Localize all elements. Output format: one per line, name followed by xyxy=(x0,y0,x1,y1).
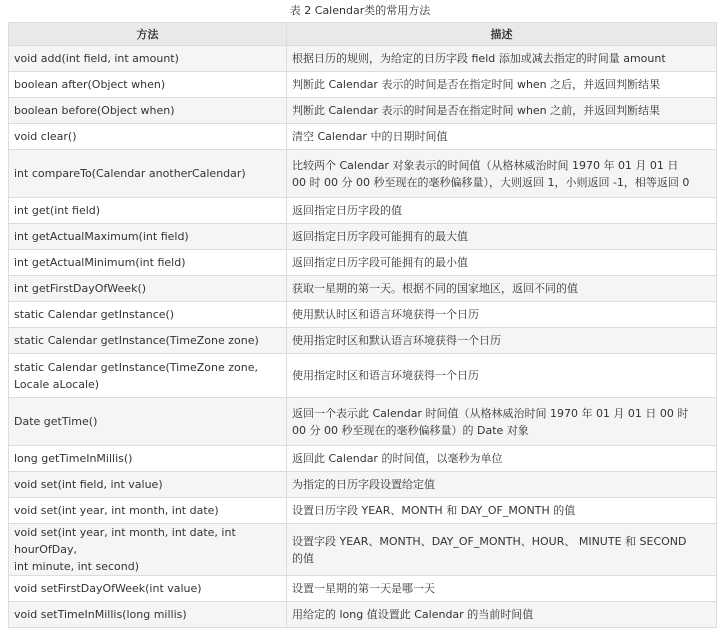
method-cell: int getActualMaximum(int field) xyxy=(9,224,287,250)
method-cell: static Calendar getInstance() xyxy=(9,302,287,328)
table-row xyxy=(9,302,717,328)
description-cell: 根据日历的规则，为给定的日历字段 field 添加或减去指定的时间量 amount xyxy=(287,46,717,72)
description-cell: 获取一星期的第一天。根据不同的国家地区，返回不同的值 xyxy=(287,276,717,302)
table-row xyxy=(9,150,717,198)
method-cell: void clear() xyxy=(9,124,287,150)
table-row xyxy=(9,602,717,628)
description-cell: 返回指定日历字段的值 xyxy=(287,198,717,224)
method-column-header: 方法 xyxy=(9,23,287,46)
description-cell: 判断此 Calendar 表示的时间是否在指定时间 when 之前，并返回判断结果 xyxy=(287,98,717,124)
table-row xyxy=(9,46,717,72)
description-cell: 比较两个 Calendar 对象表示的时间值（从格林威治时间 1970 年 01 月 01 日 00 时 00 分 00 秒至现在的毫秒偏移量），大则返回 1，小则返回 -1，相等返回 0 xyxy=(287,150,717,198)
method-cell: static Calendar getInstance(TimeZone zone) xyxy=(9,328,287,354)
description-column-header: 描述 xyxy=(287,23,717,46)
description-cell: 使用指定时区和语言环境获得一个日历 xyxy=(287,354,717,398)
table-row xyxy=(9,398,717,446)
table-caption: 表 2 Calendar类的常用方法 xyxy=(289,4,431,17)
table-row xyxy=(9,198,717,224)
method-cell: void set(int field, int value) xyxy=(9,472,287,498)
method-cell: long getTimeInMillis() xyxy=(9,446,287,472)
description-cell: 返回指定日历字段可能拥有的最大值 xyxy=(287,224,717,250)
table-row xyxy=(9,524,717,576)
method-cell: int get(int field) xyxy=(9,198,287,224)
method-cell: int getFirstDayOfWeek() xyxy=(9,276,287,302)
table-row xyxy=(9,98,717,124)
description-cell: 使用默认时区和语言环境获得一个日历 xyxy=(287,302,717,328)
method-cell: void setTimeInMillis(long millis) xyxy=(9,602,287,628)
description-cell: 设置字段 YEAR、MONTH、DAY_OF_MONTH、HOUR、 MINUTE 和 SECOND 的值 xyxy=(287,524,717,576)
description-cell: 设置日历字段 YEAR、MONTH 和 DAY_OF_MONTH 的值 xyxy=(287,498,717,524)
description-cell: 清空 Calendar 中的日期时间值 xyxy=(287,124,717,150)
method-cell: void set(int year, int month, int date, int hourOfDay, int minute, int second) xyxy=(9,524,287,576)
table-row xyxy=(9,328,717,354)
method-cell: int compareTo(Calendar anotherCalendar) xyxy=(9,150,287,198)
method-cell: int getActualMinimum(int field) xyxy=(9,250,287,276)
table-row xyxy=(9,124,717,150)
method-cell: void set(int year, int month, int date) xyxy=(9,498,287,524)
description-cell: 返回一个表示此 Calendar 时间值（从格林威治时间 1970 年 01 月 01 日 00 时 00 分 00 秒至现在的毫秒偏移量）的 Date 对象 xyxy=(287,398,717,446)
method-cell: boolean after(Object when) xyxy=(9,72,287,98)
table-row xyxy=(9,446,717,472)
method-cell: boolean before(Object when) xyxy=(9,98,287,124)
table-row xyxy=(9,354,717,398)
description-cell: 用给定的 long 值设置此 Calendar 的当前时间值 xyxy=(287,602,717,628)
table-row xyxy=(9,276,717,302)
table-row xyxy=(9,472,717,498)
description-cell: 使用指定时区和默认语言环境获得一个日历 xyxy=(287,328,717,354)
table-row xyxy=(9,498,717,524)
method-cell: Date getTime() xyxy=(9,398,287,446)
table-header-row xyxy=(9,23,717,46)
table-row xyxy=(9,72,717,98)
description-cell: 返回指定日历字段可能拥有的最小值 xyxy=(287,250,717,276)
calendar-methods-table xyxy=(8,22,717,628)
method-cell: static Calendar getInstance(TimeZone zone, Locale aLocale) xyxy=(9,354,287,398)
description-cell: 为指定的日历字段设置给定值 xyxy=(287,472,717,498)
method-cell: void add(int field, int amount) xyxy=(9,46,287,72)
table-row xyxy=(9,224,717,250)
description-cell: 设置一星期的第一天是哪一天 xyxy=(287,576,717,602)
description-cell: 判断此 Calendar 表示的时间是否在指定时间 when 之后，并返回判断结果 xyxy=(287,72,717,98)
table-row xyxy=(9,576,717,602)
table-row xyxy=(9,250,717,276)
description-cell: 返回此 Calendar 的时间值，以毫秒为单位 xyxy=(287,446,717,472)
method-cell: void setFirstDayOfWeek(int value) xyxy=(9,576,287,602)
